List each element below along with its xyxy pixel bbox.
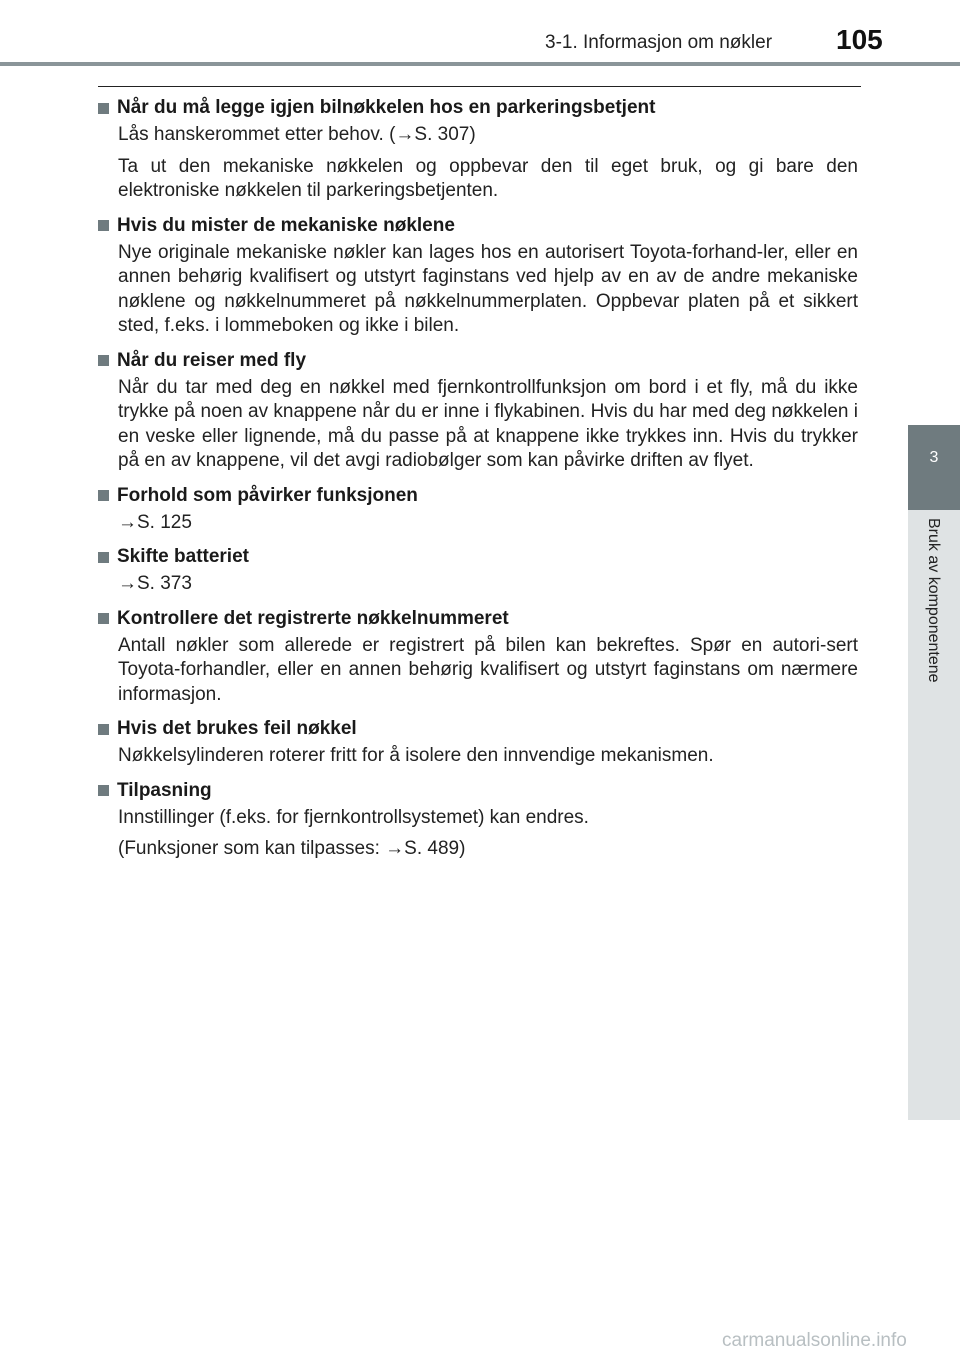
- section-paragraph: Ta ut den mekaniske nøkkelen og oppbevar den til eget bruk, og gi bare den elektroniske nøkkelen til parkeringsbetjenten.: [118, 155, 858, 201]
- main-content: [98, 93, 858, 869]
- section-paragraph: →S. 125: [118, 511, 192, 533]
- section: [98, 93, 858, 204]
- section-paragraph: Nøkkelsylinderen roterer fritt for å isolere den innvendige mekanismen.: [118, 745, 714, 766]
- square-bullet-icon: [98, 220, 109, 231]
- chapter-title: 3-1. Informasjon om nøkler: [545, 32, 773, 53]
- section-heading: [98, 714, 858, 744]
- chapter-strip: [908, 510, 960, 1120]
- section-heading: [98, 604, 858, 634]
- section-heading: [98, 542, 858, 572]
- square-bullet-icon: [98, 103, 109, 114]
- section-heading: [98, 211, 858, 241]
- section-heading-text: Hvis det brukes feil nøkkel: [117, 718, 357, 739]
- chapter-tab[interactable]: [908, 425, 960, 510]
- section-heading-text: Når du må legge igjen bilnøkkelen hos en parkeringsbetjent: [117, 97, 656, 118]
- section-heading-text: Forhold som påvirker funksjonen: [117, 484, 418, 506]
- chapter-label: Bruk av komponentene: [925, 518, 942, 683]
- content-top-rule: [98, 86, 861, 87]
- square-bullet-icon: [98, 724, 109, 735]
- header-rule: [0, 62, 960, 66]
- section-heading-text: Tilpasning: [117, 779, 212, 801]
- section-paragraph: Når du tar med deg en nøkkel med fjernkontrollfunksjon om bord i et fly, må du ikke trykke på noen av knappene når du er inne i flykabinen. Hvis du har med deg nøkkelen i en veske eller lignende, må du passe på at knappene ikke trykkes inn. Hvis du trykker på en av knappene, vil det avgi radiobølger som kan påvirke driften av flyet.: [118, 376, 858, 471]
- square-bullet-icon: [98, 785, 109, 796]
- section-heading: [98, 346, 858, 376]
- section: [98, 776, 858, 862]
- page-number: 105: [836, 24, 883, 55]
- section: [98, 604, 858, 708]
- section: [98, 346, 858, 474]
- section-heading-text: Hvis du mister de mekaniske nøklene: [117, 214, 455, 236]
- section-paragraph: →S. 373: [118, 573, 192, 594]
- section-paragraph: Antall nøkler som allerede er registrert på bilen kan bekreftes. Spør en autori-sert Toyota-forhandler, eller en annen behørig kvalifisert og utstyrt faginstans om nærmere informasjon.: [118, 634, 858, 705]
- section-paragraph: Nye originale mekaniske nøkler kan lages hos en autorisert Toyota-forhand-ler, eller en annen behørig kvalifisert og utstyrt faginstans ved hjelp av en av de andre mekaniske nøklene og nøkkelnummeret på nøkkelnummerplaten. Oppbevar platen på et sikkert sted, f.eks. i lommeboken og ikke i bilen.: [118, 241, 858, 336]
- section-heading-text: Når du reiser med fly: [117, 349, 307, 371]
- chapter-number: 3: [929, 449, 939, 466]
- square-bullet-icon: [98, 490, 109, 501]
- square-bullet-icon: [98, 613, 109, 624]
- section-paragraph: Innstillinger (f.eks. for fjernkontrollsystemet) kan endres.: [118, 806, 589, 828]
- section: [98, 481, 858, 536]
- square-bullet-icon: [98, 355, 109, 366]
- section: [98, 211, 858, 339]
- section-heading: [98, 93, 858, 123]
- section-paragraph: (Funksjoner som kan tilpasses: →S. 489): [118, 838, 466, 859]
- section-heading: [98, 481, 858, 511]
- section: [98, 542, 858, 597]
- section-heading: [98, 776, 858, 806]
- section-heading-text: Skifte batteriet: [117, 546, 249, 567]
- section-heading-text: Kontrollere det registrerte nøkkelnummeret: [117, 607, 509, 629]
- section-paragraph: Lås hanskerommet etter behov. (→S. 307): [118, 124, 476, 145]
- watermark: carmanualsonline.info: [722, 1330, 907, 1351]
- section: [98, 714, 858, 769]
- square-bullet-icon: [98, 552, 109, 563]
